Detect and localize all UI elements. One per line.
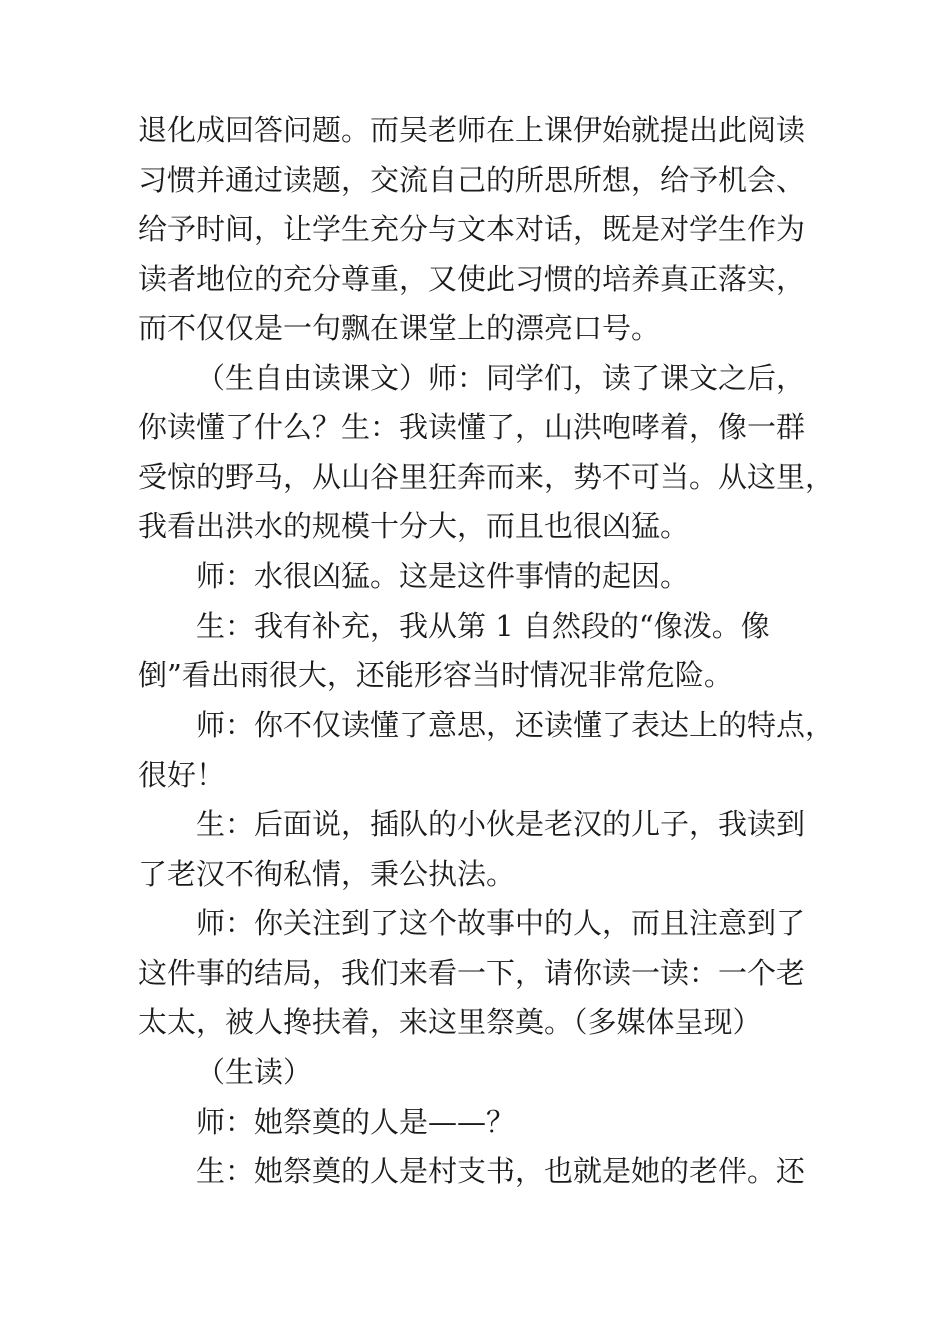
text-line: 太太，被人搀扶着，来这里祭奠。（多媒体呈现）: [138, 1005, 762, 1039]
text-line: 习惯并通过读题，交流自己的所思所想，给予机会、: [138, 163, 806, 197]
paragraph-first-line: 师：水很凶猛。这是这件事情的起因。: [196, 559, 690, 593]
paragraph-first-line: 师：她祭奠的人是——？: [196, 1105, 516, 1139]
text-line: 而不仅仅是一句飘在课堂上的漂亮口号。: [138, 311, 661, 345]
text-line: 很好！: [138, 758, 226, 792]
text-line: 我看出洪水的规模十分大，而且也很凶猛。: [138, 509, 690, 543]
text-line: 倒”看出雨很大，还能形容当时情况非常危险。: [138, 658, 733, 692]
text-line: 读者地位的充分尊重，又使此习惯的培养真正落实，: [138, 262, 806, 296]
text-line: 受惊的野马，从山谷里狂奔而来，势不可当。从这里，: [138, 460, 835, 494]
paragraph-first-line: 师：你关注到了这个故事中的人，而且注意到了: [196, 906, 806, 940]
text-line: 了老汉不徇私情，秉公执法。: [138, 857, 516, 891]
paragraph-first-line: 生：后面说，插队的小伙是老汉的儿子，我读到: [196, 807, 806, 841]
paragraph-first-line: 生：她祭奠的人是村支书，也就是她的老伴。还: [196, 1154, 806, 1188]
paragraph-first-line: 生：我有补充，我从第 1 自然段的“像泼。像: [196, 609, 770, 643]
text-line: 你读懂了什么？生：我读懂了，山洪咆哮着，像一群: [138, 410, 806, 444]
paragraph-first-line: （生读）: [196, 1055, 313, 1089]
text-line: 给予时间，让学生充分与文本对话，既是对学生作为: [138, 212, 806, 246]
paragraph-first-line: 师：你不仅读懂了意思，还读懂了表达上的特点，: [196, 708, 835, 742]
text-line: 退化成回答问题。而吴老师在上课伊始就提出此阅读: [138, 113, 806, 147]
text-line: 这件事的结局，我们来看一下，请你读一读：一个老: [138, 956, 806, 990]
paragraph-first-line: （生自由读课文）师：同学们，读了课文之后，: [196, 361, 806, 395]
